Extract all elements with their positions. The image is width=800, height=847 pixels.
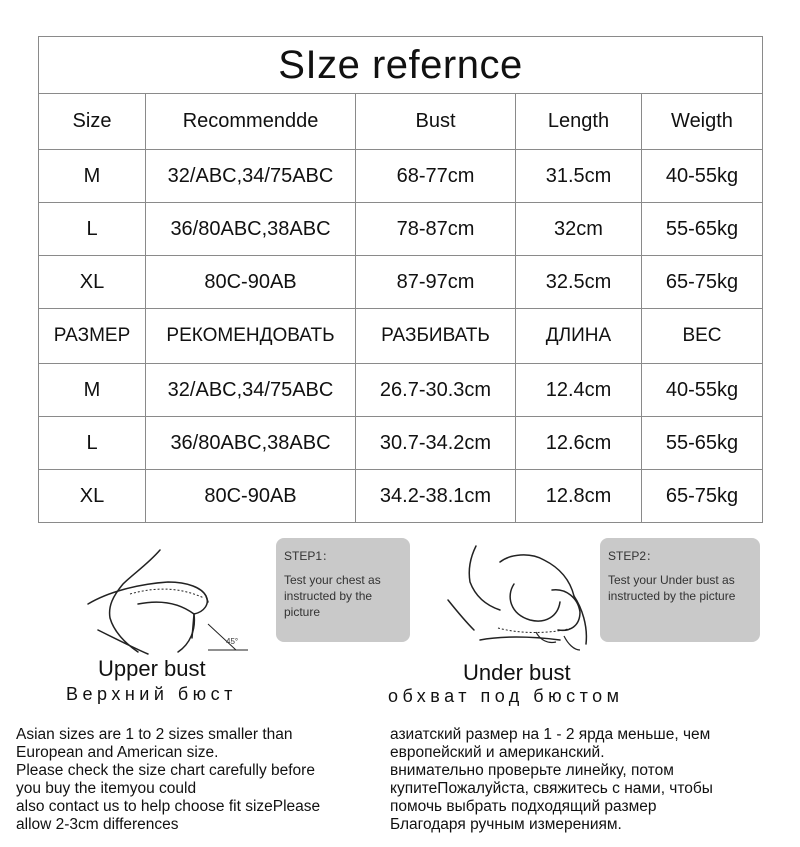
table-cell: 34.2-38.1cm — [356, 470, 516, 523]
under-bust-caption-ru: обхват под бюстом — [388, 686, 624, 706]
table-row — [39, 364, 763, 417]
header-cell: Recommendde — [146, 94, 356, 150]
table-cell: 26.7-30.3cm — [356, 364, 516, 417]
note-line: азиатский размер на 1 - 2 ярда меньше, чем — [390, 726, 711, 743]
size-chart-table — [38, 36, 763, 523]
table-row — [39, 417, 763, 470]
note-line: Asian sizes are 1 to 2 sizes smaller than — [16, 726, 293, 743]
header-cell: Size — [39, 94, 146, 150]
header-cell: РАЗМЕР — [39, 309, 146, 364]
notes-russian — [390, 726, 713, 834]
table-cell: XL — [39, 256, 146, 309]
table-cell: 65-75kg — [642, 470, 763, 523]
chart-title: SIze refernce — [39, 37, 763, 94]
table-cell: 30.7-34.2cm — [356, 417, 516, 470]
header-cell: РЕКОМЕНДОВАТЬ — [146, 309, 356, 364]
under-bust-illustration — [440, 540, 600, 656]
table-cell: 65-75kg — [642, 256, 763, 309]
note-line: also contact us to help choose fit sizePlease — [16, 798, 321, 815]
upper-bust-caption: Upper bust — [98, 656, 206, 681]
header-cell: Bust — [356, 94, 516, 150]
header-row — [39, 94, 763, 150]
header-row-ru — [39, 309, 763, 364]
table-cell: 12.8cm — [516, 470, 642, 523]
table-cell: 68-77cm — [356, 150, 516, 203]
note-line: внимательно проверьте линейку, потом — [390, 762, 674, 779]
note-line: купитеПожалуйста, свяжитесь с нами, чтобы — [390, 780, 713, 797]
table-cell: 32/ABC,34/75ABC — [146, 150, 356, 203]
upper-bust-illustration — [78, 544, 268, 656]
under-bust-caption: Under bust — [463, 660, 571, 685]
header-cell: Weigth — [642, 94, 763, 150]
header-cell: ВЕС — [642, 309, 763, 364]
note-line: Благодаря ручным измерениям. — [390, 816, 622, 833]
table-cell: 32.5cm — [516, 256, 642, 309]
step2-title: STEP2： — [608, 549, 659, 563]
table-cell: 78-87cm — [356, 203, 516, 256]
table-cell: 87-97cm — [356, 256, 516, 309]
header-cell: РАЗБИВАТЬ — [356, 309, 516, 364]
table-cell: 55-65kg — [642, 417, 763, 470]
table-row — [39, 256, 763, 309]
table-cell: 32cm — [516, 203, 642, 256]
upper-bust-caption-ru: Верхний бюст — [66, 684, 237, 704]
step1-text: Test your chest as instructed by the picture — [284, 573, 381, 619]
table-cell: 40-55kg — [642, 150, 763, 203]
step2-text: Test your Under bust as instructed by the picture — [608, 573, 736, 603]
note-line: помочь выбрать подходящий размер — [390, 798, 657, 815]
table-cell: L — [39, 417, 146, 470]
note-line: европейский и американский. — [390, 744, 605, 761]
table-row — [39, 470, 763, 523]
step2-box — [600, 538, 760, 642]
table-cell: 80C-90AB — [146, 470, 356, 523]
note-line: European and American size. — [16, 744, 219, 761]
table-cell: M — [39, 150, 146, 203]
table-row — [39, 150, 763, 203]
angle-label: 45° — [226, 637, 239, 646]
table-cell: 36/80ABC,38ABC — [146, 203, 356, 256]
title-row — [39, 37, 763, 94]
table-cell: 55-65kg — [642, 203, 763, 256]
header-cell: Length — [516, 94, 642, 150]
table-cell: 12.6cm — [516, 417, 642, 470]
table-cell: L — [39, 203, 146, 256]
table-cell: 31.5cm — [516, 150, 642, 203]
notes-english — [16, 726, 320, 834]
table-cell: 36/80ABC,38ABC — [146, 417, 356, 470]
table-cell: 40-55kg — [642, 364, 763, 417]
step1-box — [276, 538, 410, 642]
table-cell: M — [39, 364, 146, 417]
note-line: Please check the size chart carefully before — [16, 762, 315, 779]
table-cell: XL — [39, 470, 146, 523]
table-row — [39, 203, 763, 256]
table-cell: 12.4cm — [516, 364, 642, 417]
note-line: allow 2-3cm differences — [16, 816, 179, 833]
note-line: you buy the itemyou could — [16, 780, 197, 797]
header-cell: ДЛИНА — [516, 309, 642, 364]
step1-title: STEP1： — [284, 549, 335, 563]
table-cell: 80C-90AB — [146, 256, 356, 309]
table-cell: 32/ABC,34/75ABC — [146, 364, 356, 417]
